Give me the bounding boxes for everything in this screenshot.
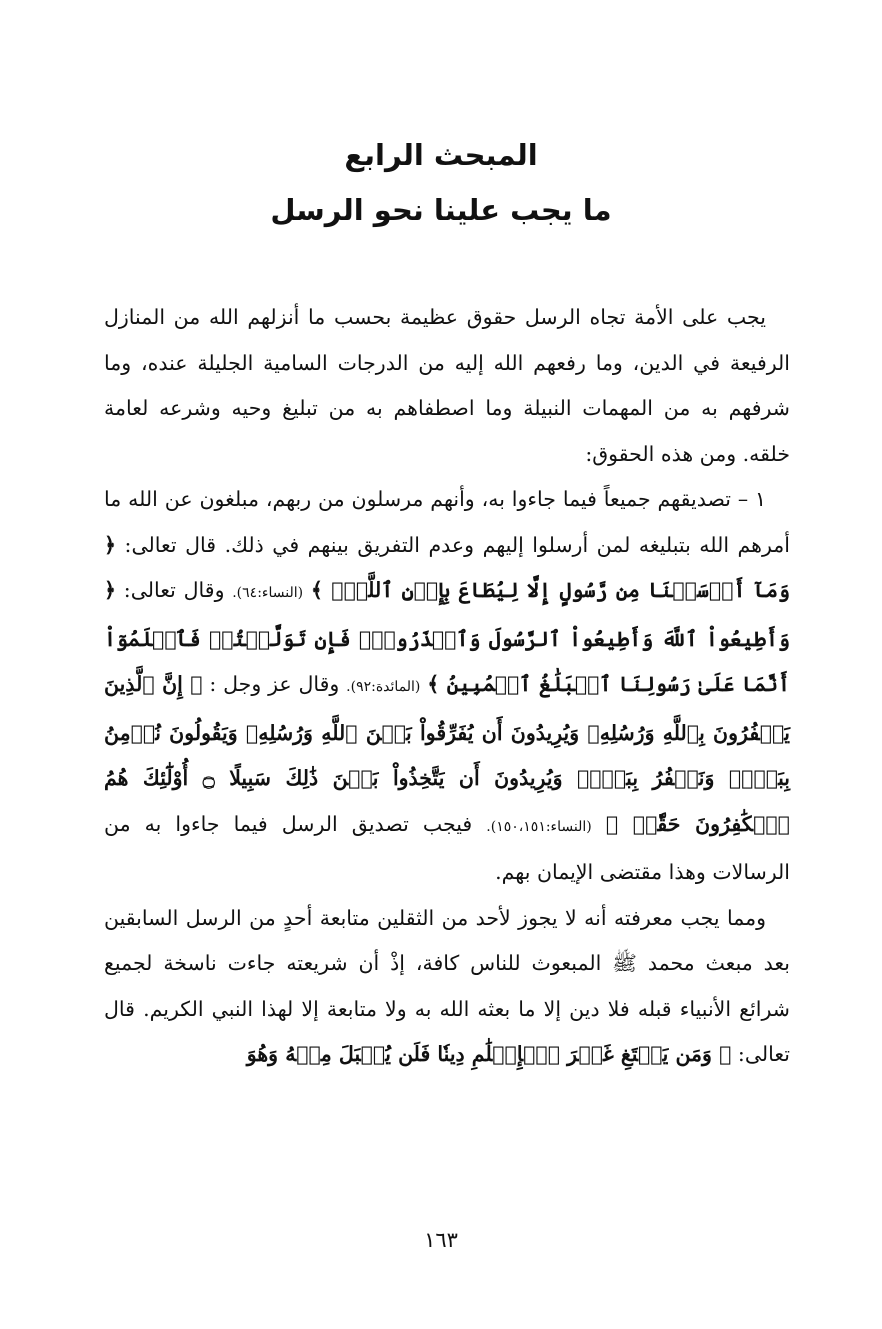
said-label-4: قال تعالى: [104, 996, 790, 1066]
point-2-text: ومما يجب معرفته أنه لا يجوز لأحد من الثقلين متابعة أحدٍ من الرسل السابقين بعد مبعث محمد ﷺ المبعوث للناس كافة، إذْ أن شريعته جاءت ناسخة لجميع شرائع الأنبياء قبله فلا دين إلا ما بعثه الله به ولا متابعة إلا لهذا النبي الكريم. [104, 905, 790, 1021]
quran-verse-2: ﴿ وَأَطِيعُواْ ٱللَّهَ وَأَطِيعُواْ ٱلرَّسُولَ وَٱحۡذَرُواْۚ فَإِن تَوَلَّيۡتُمۡ فَٱعۡلَمُوٓاْ أَنَّمَا عَلَىٰ رَسُولِنَا ٱلۡبَلَٰغُ ٱلۡمُبِينُ ﴾ [104, 578, 790, 696]
quran-verse-3: ﴿ إِنَّ ٱلَّذِينَ يَكۡفُرُونَ بِٱللَّهِ وَرُسُلِهِۦ وَيُرِيدُونَ أَن يُفَرِّقُواْ بَيۡنَ ٱللَّهِ وَرُسُلِهِۦ وَيَقُولُونَ نُؤۡمِنُ بِبَعۡضٖ وَنَكۡفُرُ بِبَعۡضٖ وَيُرِيدُونَ أَن يَتَّخِذُواْ بَيۡنَ ذَٰلِكَ سَبِيلًا ۝ أُوْلَٰٓئِكَ هُمُ ٱلۡكَٰفِرُونَ حَقّٗاۚ ﴾ [104, 672, 790, 836]
point-1-lead: ١ – تصديقهم جميعاً فيما جاءوا به، وأنهم مرسلون من ربهم، مبلغون عن الله ما أمرهم الله بتبليغه لمن أرسلوا إليهم وعدم التفريق بينهم في ذلك. [104, 487, 790, 557]
said-label-3: وقال عز وجل : [209, 672, 340, 696]
verse-ref-1: (النساء:٦٤). [232, 585, 304, 601]
point-1-paragraph [104, 477, 790, 896]
body-text [104, 295, 790, 1078]
point-1-tail: فيجب تصديق الرسل فيما جاءوا به من الرسالات وهذا مقتضى الإيمان بهم. [104, 811, 790, 884]
verse-ref-2: (المائدة:٩٢). [346, 679, 421, 695]
point-2-paragraph [104, 896, 790, 1078]
verse-ref-3: (النساء:١٥٠،١٥١). [486, 818, 592, 835]
quran-verse-1: ﴿ وَمَآ أَرۡسَلۡنَا مِن رَّسُولٍ إِلَّا لِيُطَاعَ بِإِذۡنِ ٱللَّهِۚ ﴾ [104, 532, 790, 602]
section-title: المبحث الرابع [344, 138, 538, 172]
quran-verse-4: ﴿ وَمَن يَبۡتَغِ غَيۡرَ ٱلۡإِسۡلَٰمِ دِينٗا فَلَن يُقۡبَلَ مِنۡهُ وَهُوَ [246, 1042, 732, 1066]
said-label-1: قال تعالى: [124, 532, 217, 557]
said-label-2: وقال تعالى: [123, 578, 225, 602]
intro-paragraph: يجب على الأمة تجاه الرسل حقوق عظيمة بحسب ما أنزلهم الله من المنازل الرفيعة في الدين، وما رفعهم الله إليه من الدرجات السامية الجليلة عنده، وما شرفهم به من المهمات النبيلة وما اصطفاهم به من تبليغ وحيه وشرعه لعامة خلقه. ومن هذه الحقوق: [104, 305, 790, 466]
page-number: ١٦٣ [424, 1228, 458, 1252]
section-subtitle: ما يجب علينا نحو الرسل [270, 193, 612, 227]
